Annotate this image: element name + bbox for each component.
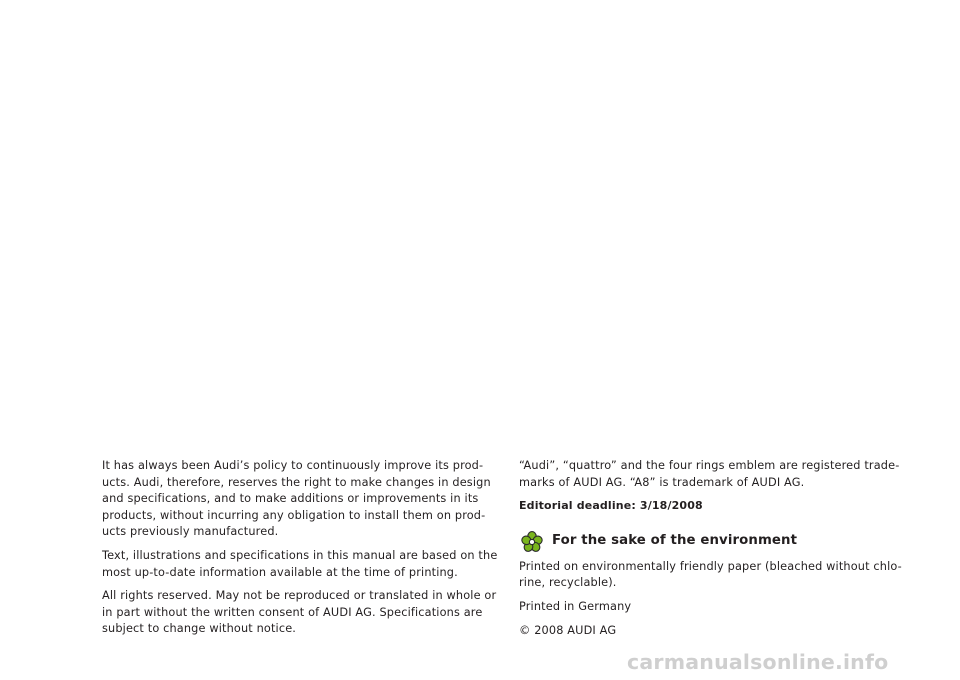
text-line: marks of AUDI AG. “A8” is trademark of AUDI AG. (519, 475, 805, 489)
environment-title: For the sake of the environment (552, 533, 798, 549)
text-line: subject to change without notice. (102, 622, 297, 636)
policy-paragraph (102, 458, 494, 541)
environment-heading (519, 530, 919, 554)
rights-paragraph (102, 588, 497, 638)
text-line: products, without incurring any obligation to install them on prod- (102, 508, 486, 522)
text-line: “Audi”, “quattro” and the four rings emblem are registered trade- (519, 459, 900, 472)
text-line: All rights reserved. May not be reproduced or translated in whole or (102, 589, 497, 603)
specifications-paragraph (102, 548, 498, 581)
text-line: ucts previously manufactured. (102, 525, 279, 539)
text-line: ucts. Audi, therefore, reserves the right to make changes in design (102, 475, 491, 489)
trademark-paragraph (519, 458, 919, 491)
left-column (102, 458, 498, 645)
text-line: rine, recyclable). (519, 576, 617, 590)
text-line: Text, illustrations and specifications in this manual are based on the (102, 548, 498, 562)
watermark: carmanualsonline.info (627, 650, 889, 674)
editorial-deadline: Editorial deadline: 3/18/2008 (519, 499, 703, 513)
printed-in: Printed in Germany (519, 599, 632, 613)
environment-paragraph (519, 559, 919, 592)
right-column (519, 458, 919, 646)
flower-icon (520, 530, 544, 554)
text-line: It has always been Audi’s policy to continuously improve its prod- (102, 459, 484, 472)
text-line: Printed on environmentally friendly paper (bleached without chlo- (519, 559, 902, 573)
text-line: and specifications, and to make additions or improvements in its (102, 492, 479, 506)
text-line: most up-to-date information available at the time of printing. (102, 565, 458, 579)
copyright: © 2008 AUDI AG (519, 623, 617, 637)
text-line: in part without the written consent of AUDI AG. Specifications are (102, 605, 483, 619)
